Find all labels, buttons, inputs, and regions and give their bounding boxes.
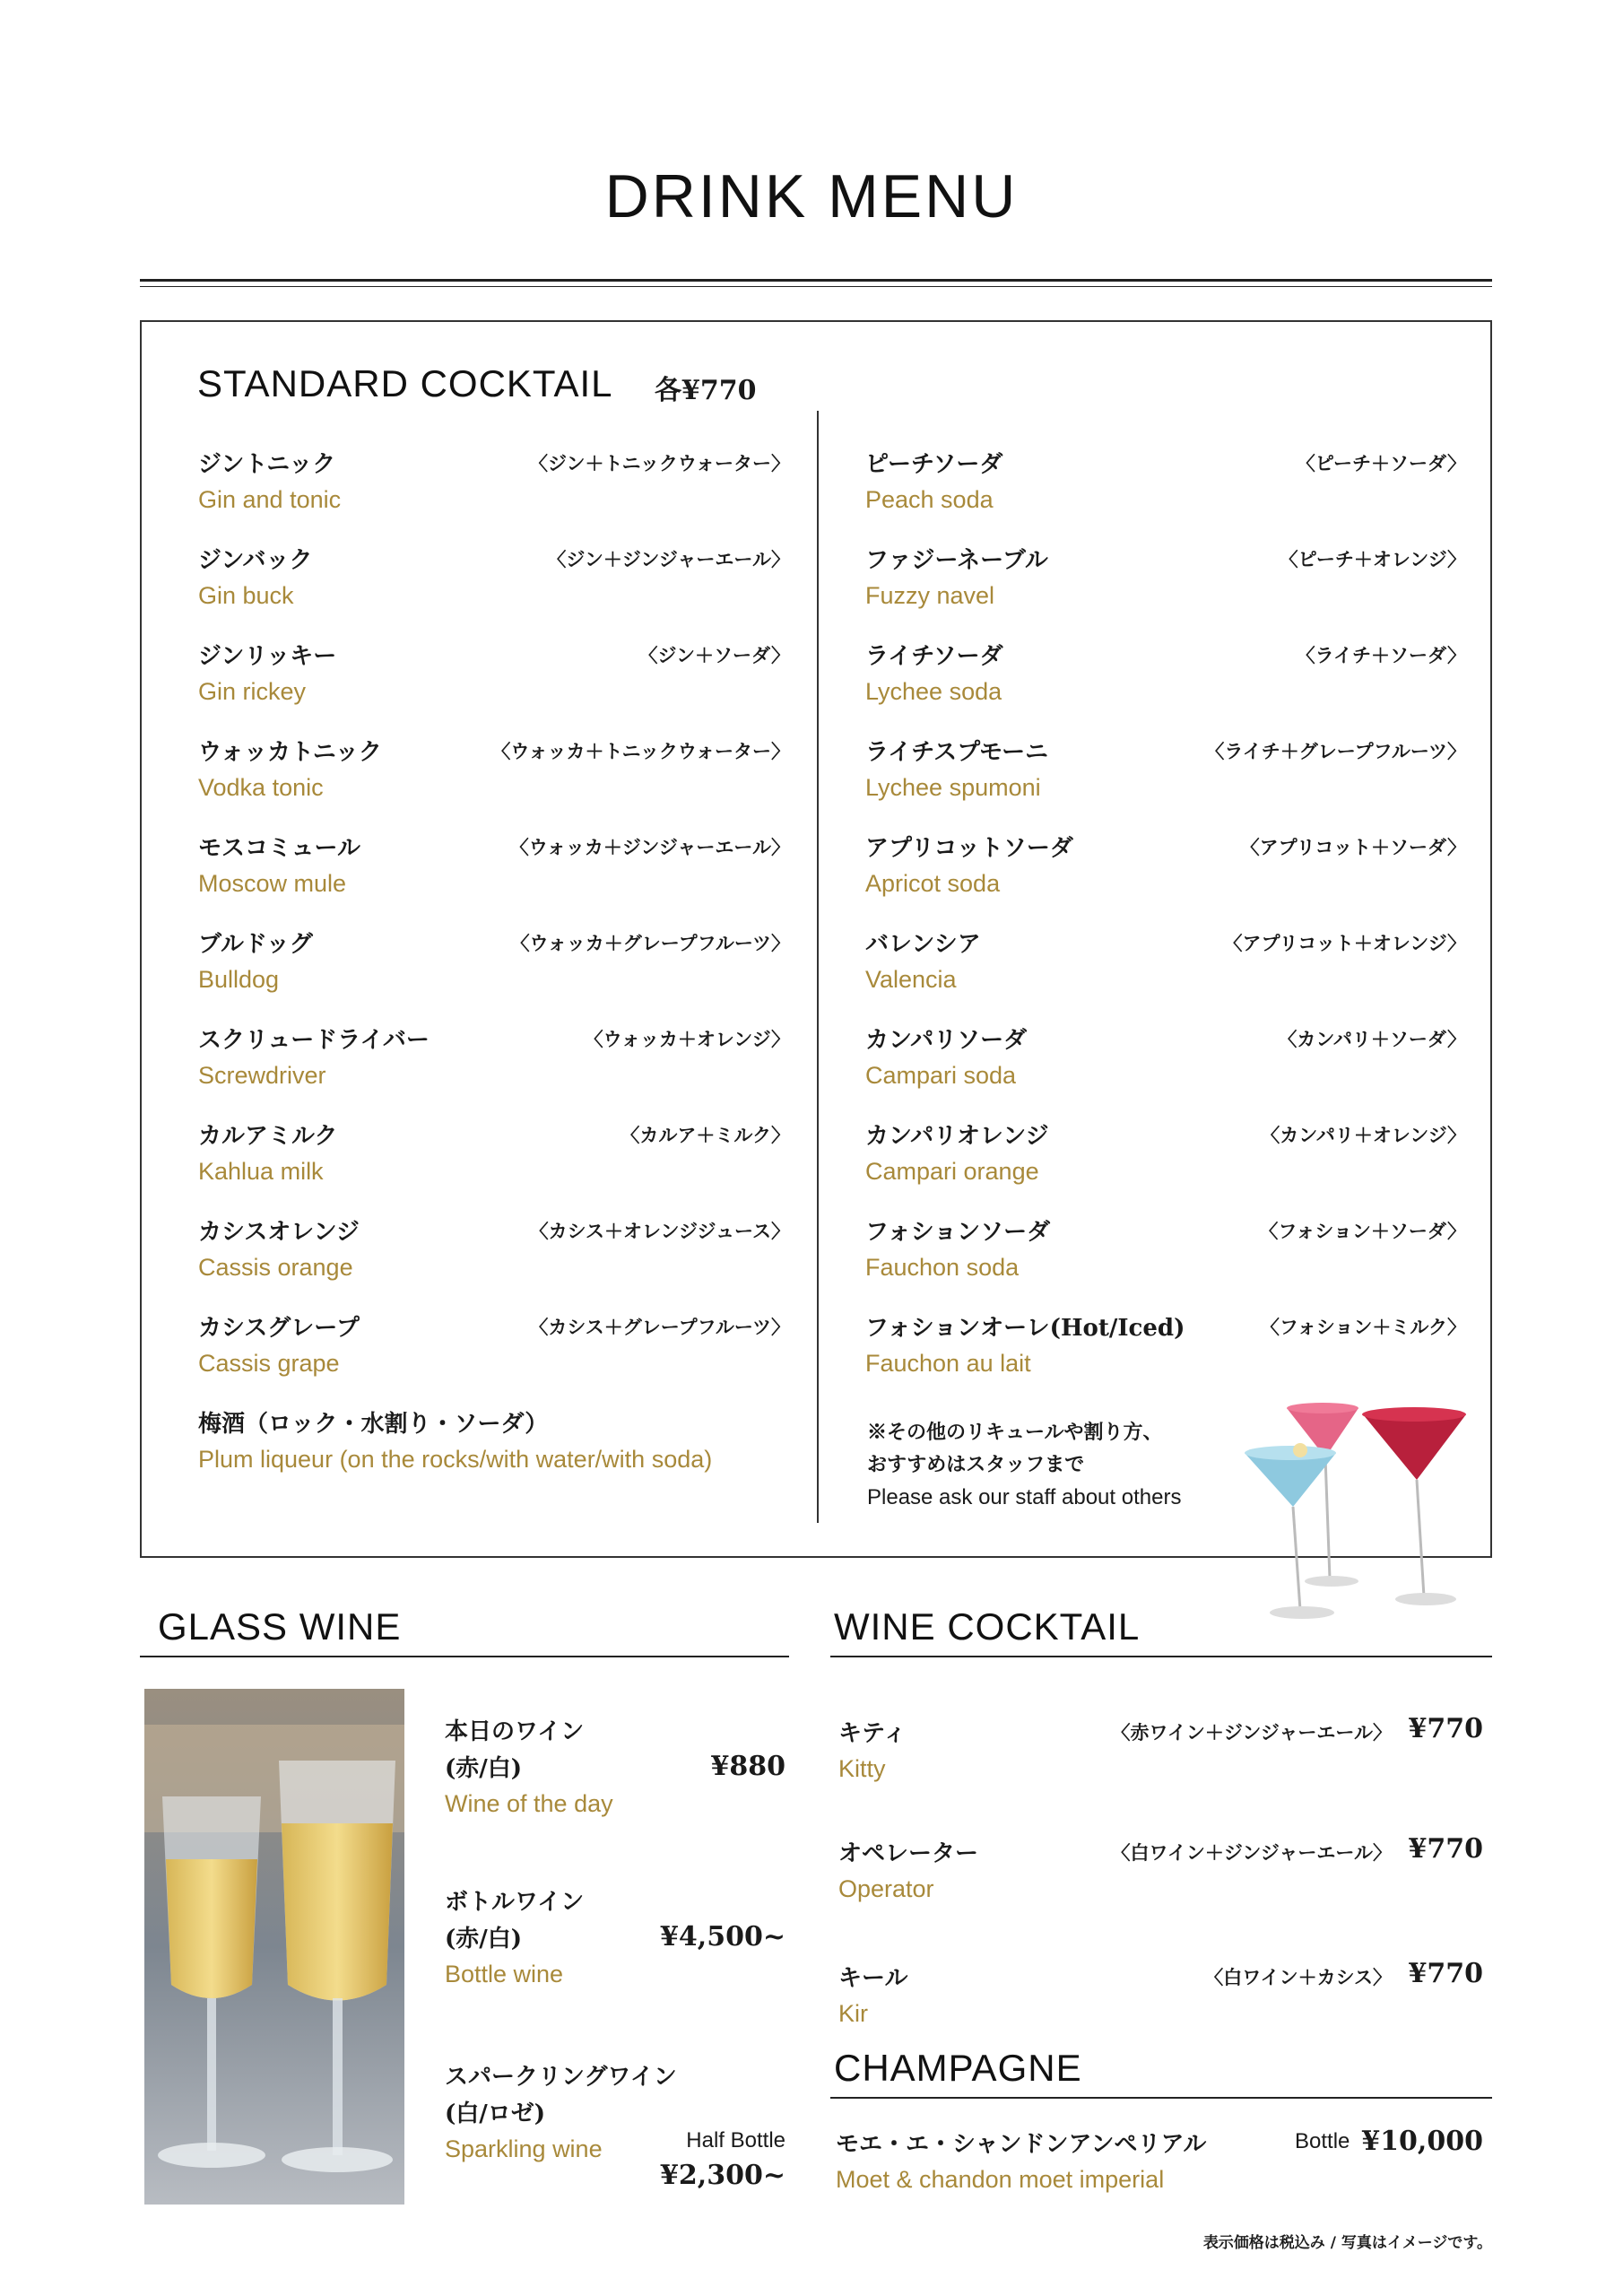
cocktail-mix: 〈アプリコット＋オレンジ〉	[1223, 932, 1466, 954]
cocktail-name-jp: カンパリソーダ	[865, 1027, 1028, 1054]
cocktail-name-jp: アプリコットソーダ	[865, 835, 1073, 862]
cocktail-name-en: Fauchon au lait	[865, 1350, 1031, 1377]
glass-wine-rule	[140, 1656, 789, 1657]
cocktail-mix: 〈ピーチ＋オレンジ〉	[1279, 548, 1466, 570]
cocktail-name-en: Fuzzy navel	[865, 582, 995, 609]
cocktail-name-en: Lychee spumoni	[865, 774, 1041, 801]
cocktail-item	[198, 446, 790, 514]
cocktail-mix: 〈ウォッカ＋トニックウォーター〉	[491, 740, 790, 762]
wine-type-jp: (赤/白)	[445, 1926, 523, 1952]
wine-cocktail-rule	[830, 1656, 1492, 1657]
champagne-heading: CHAMPAGNE	[834, 2047, 1082, 2089]
glass-wine-item	[445, 2058, 789, 2191]
cocktail-item	[865, 734, 1466, 802]
cocktail-item	[865, 1022, 1466, 1090]
champagne-name-jp: モエ・エ・シャンドンアンペリアル	[836, 2131, 1207, 2158]
wine-cocktail-name-jp: キティ	[838, 1720, 907, 1747]
cocktail-mix: 〈カンパリ＋オレンジ〉	[1261, 1124, 1466, 1146]
cocktail-item	[865, 542, 1466, 610]
page-title: DRINK MENU	[604, 162, 1019, 230]
wine-cocktail-mix: 〈白ワイン＋カシス〉	[1204, 1966, 1392, 1988]
cocktail-mix: 〈ジン＋ジンジャーエール〉	[547, 548, 790, 570]
cocktail-name-jp: カシスグレープ	[198, 1315, 360, 1342]
cocktail-item	[198, 734, 790, 802]
half-bottle-label: Half Bottle	[686, 2128, 785, 2152]
cocktail-name-en: Cassis orange	[198, 1254, 353, 1281]
cocktail-mix: 〈カシス＋グレープフルーツ〉	[529, 1316, 790, 1338]
cocktail-mix: 〈カルア＋ミルク〉	[621, 1124, 790, 1146]
cocktail-name-jp: ジンバック	[198, 547, 313, 574]
wine-cocktail-item	[838, 1835, 1490, 1903]
cocktail-name-en: Apricot soda	[865, 870, 1001, 897]
wine-cocktail-name-en: Kir	[838, 2000, 868, 2027]
cocktail-item	[865, 1309, 1466, 1378]
cocktail-name-en: Plum liqueur (on the rocks/with water/with soda)	[198, 1446, 713, 1473]
cocktail-name-jp: ピーチソーダ	[865, 451, 1003, 478]
cocktail-name-jp: ジントニック	[198, 451, 336, 478]
cocktail-name-jp: モスコミュール	[198, 835, 360, 862]
glass-wine-item	[445, 1883, 789, 1988]
wine-cocktail-price: ¥770	[1408, 1833, 1483, 1865]
wine-type-jp: (赤/白)	[445, 1755, 523, 1782]
champagne-name-en: Moet & chandon moet imperial	[836, 2166, 1165, 2193]
cocktail-item	[198, 542, 790, 610]
cocktail-item	[198, 1405, 790, 1474]
cocktail-glasses-image	[1237, 1395, 1471, 1628]
cocktail-mix: 〈フォション＋ミルク〉	[1260, 1316, 1466, 1338]
cocktail-name-jp: ファジーネーブル	[865, 547, 1048, 574]
cocktail-name-jp: ブルドッグ	[198, 931, 313, 958]
champagne-rule	[830, 2097, 1492, 2099]
staff-note-jp-1: ※その他のリキュールや割り方、	[867, 1421, 1163, 1444]
wine-cocktail-name-jp: キール	[838, 1965, 908, 1992]
title-rule-top	[140, 279, 1492, 282]
cocktail-name-en: Campari orange	[865, 1158, 1039, 1185]
cocktail-item	[865, 1213, 1466, 1282]
standard-cocktail-heading: STANDARD COCKTAIL	[197, 362, 613, 404]
cocktail-item	[198, 926, 790, 994]
cocktail-mix: 〈ライチ＋ソーダ〉	[1296, 644, 1466, 666]
cocktail-item	[865, 638, 1466, 706]
cocktail-item	[865, 1118, 1466, 1186]
cocktail-name-en: Lychee soda	[865, 678, 1002, 705]
staff-note-en: Please ask our staff about others	[867, 1485, 1182, 1509]
cocktail-name-en: Screwdriver	[198, 1062, 326, 1089]
glass-wine-item	[445, 1713, 789, 1818]
standard-cocktail-price: 各¥770	[655, 375, 757, 406]
wine-cocktail-price: ¥770	[1408, 1958, 1483, 1989]
cocktail-mix: 〈フォション＋ソーダ〉	[1259, 1220, 1466, 1242]
cocktail-name-en: Valencia	[865, 966, 957, 993]
wine-name-en: Bottle wine	[445, 1961, 564, 1987]
wine-name-jp: スパークリングワイン	[445, 2064, 677, 2091]
cocktail-mix: 〈ピーチ＋ソーダ〉	[1296, 452, 1466, 474]
wine-name-jp: ボトルワイン	[445, 1889, 585, 1916]
cocktail-item	[865, 830, 1466, 898]
cocktail-name-jp: ライチソーダ	[865, 643, 1003, 670]
champagne-item	[836, 2126, 1490, 2194]
cocktail-name-jp: ジンリッキー	[198, 643, 337, 670]
staff-note-jp-2: おすすめはスタッフまで	[867, 1453, 1085, 1476]
sparkling-wine-image	[144, 1689, 404, 2205]
cocktail-mix: 〈ライチ＋グレープフルーツ〉	[1205, 740, 1466, 762]
cocktail-mix: 〈カンパリ＋ソーダ〉	[1278, 1028, 1466, 1050]
cocktail-name-jp: カンパリオレンジ	[865, 1123, 1049, 1150]
cocktail-name-en: Gin rickey	[198, 678, 307, 705]
cocktail-name-jp: 梅酒（ロック・水割り・ソーダ）	[198, 1411, 549, 1438]
cocktail-name-en: Vodka tonic	[198, 774, 324, 801]
cocktail-name-jp: バレンシア	[865, 931, 981, 958]
cocktail-name-en: Cassis grape	[198, 1350, 340, 1377]
cocktail-mix: 〈ジン＋ソーダ〉	[638, 644, 790, 666]
cocktail-name-en: Moscow mule	[198, 870, 347, 897]
cocktail-name-jp: カシスオレンジ	[198, 1219, 360, 1246]
cocktail-mix: 〈アプリコット＋ソーダ〉	[1240, 836, 1466, 858]
cocktail-name-en: Peach soda	[865, 486, 994, 513]
title-rule-bottom	[140, 286, 1492, 287]
cocktail-name-en: Gin and tonic	[198, 486, 342, 513]
cocktail-mix: 〈ウォッカ＋ジンジャーエール〉	[509, 836, 790, 858]
cocktail-item	[865, 446, 1466, 514]
cocktail-name-en: Campari soda	[865, 1062, 1017, 1089]
wine-cocktail-name-en: Operator	[838, 1875, 934, 1902]
cocktail-name-jp: ライチスプモーニ	[865, 739, 1049, 766]
wine-cocktail-price: ¥770	[1408, 1713, 1483, 1744]
cocktail-mix: 〈ウォッカ＋グレープフルーツ〉	[510, 932, 790, 954]
cocktail-item	[198, 1118, 790, 1186]
cocktail-name-jp: ウォッカトニック	[198, 739, 382, 766]
cocktail-item	[198, 830, 790, 898]
wine-price: ¥880	[710, 1751, 785, 1782]
champagne-bottle-label: Bottle	[1295, 2129, 1350, 2153]
cocktail-item	[198, 1213, 790, 1282]
cocktail-name-en: Gin buck	[198, 582, 294, 609]
cocktail-name-jp: フォションソーダ	[865, 1219, 1051, 1246]
cocktail-name-jp: スクリュードライバー	[198, 1027, 430, 1054]
cocktail-mix: 〈ジン＋トニックウォーター〉	[529, 452, 790, 474]
footer-note: 表示価格は税込み / 写真はイメージです。	[1202, 2234, 1492, 2252]
wine-cocktail-name-jp: オペレーター	[838, 1840, 979, 1867]
wine-cocktail-item	[838, 1960, 1490, 2028]
wine-price: ¥2,300~	[660, 2160, 785, 2191]
wine-name-en: Sparkling wine	[445, 2135, 603, 2162]
cocktail-item	[198, 1309, 790, 1378]
wine-cocktail-item	[838, 1715, 1490, 1783]
column-divider	[817, 411, 819, 1523]
cocktail-name-jp: カルアミルク	[198, 1123, 338, 1150]
wine-cocktail-heading: WINE COCKTAIL	[834, 1605, 1141, 1648]
glass-wine-heading: GLASS WINE	[158, 1605, 402, 1648]
wine-name-en: Wine of the day	[445, 1790, 613, 1817]
wine-name-jp: 本日のワイン	[445, 1718, 585, 1745]
cocktail-name-en: Fauchon soda	[865, 1254, 1020, 1281]
cocktail-name-en: Kahlua milk	[198, 1158, 324, 1185]
wine-cocktail-mix: 〈赤ワイン＋ジンジャーエール〉	[1111, 1721, 1392, 1744]
cocktail-mix: 〈カシス＋オレンジジュース〉	[529, 1220, 790, 1242]
champagne-price: ¥10,000	[1361, 2126, 1483, 2157]
cocktail-item	[198, 638, 790, 706]
cocktail-name-en: Bulldog	[198, 966, 280, 993]
cocktail-item	[198, 1022, 790, 1090]
cocktail-mix: 〈ウォッカ＋オレンジ〉	[584, 1028, 790, 1050]
cocktail-item	[865, 926, 1466, 994]
wine-cocktail-mix: 〈白ワイン＋ジンジャーエール〉	[1111, 1841, 1392, 1864]
wine-price: ¥4,500~	[660, 1921, 785, 1952]
cocktail-name-jp: フォションオーレ(Hot/Iced)	[865, 1315, 1185, 1342]
wine-cocktail-name-en: Kitty	[838, 1755, 886, 1782]
wine-type-jp: (白/ロゼ)	[445, 2100, 546, 2127]
